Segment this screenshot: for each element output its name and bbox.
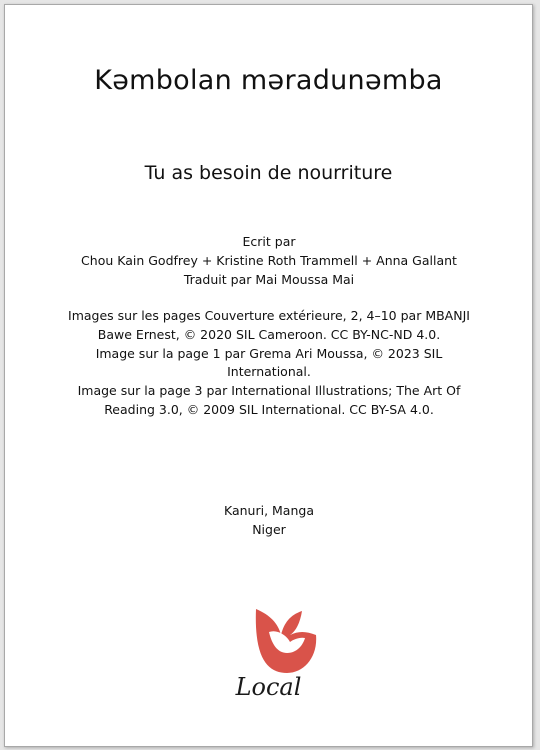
document-page [4,4,533,747]
written-by-label: Ecrit par [242,234,296,249]
book-subtitle: Tu as besoin de nourriture [144,162,393,184]
language-name: Kanuri, Manga [223,503,314,518]
logo-text: Local [235,673,302,701]
country-name: Niger [252,521,286,537]
image-credit-line: Reading 3.0, © 2009 SIL International. CC BY-SA 4.0. [104,401,434,417]
language-location [35,502,503,540]
book-title: Kəmbolan məradunəmba [94,65,443,96]
image-credit-line: International. [227,364,311,380]
translator-line: Traduit par Mai Moussa Mai [183,271,355,287]
image-credits [35,307,503,420]
authors-credits [35,233,503,289]
image-credit-line: Images sur les pages Couverture extérieure, 2, 4–10 par MBANJI [68,308,470,323]
image-credit-line: Bawe Ernest, © 2020 SIL Cameroon. CC BY-NC-ND 4.0. [97,326,441,342]
tulip-logo-icon [250,605,324,677]
image-credit-line: Image sur la page 3 par International Illustrations; The Art Of [77,383,461,399]
authors-list: Chou Kain Godfrey + Kristine Roth Trammell + Anna Gallant [81,252,457,268]
image-credit-line: Image sur la page 1 par Grema Ari Moussa, © 2023 SIL [95,345,443,361]
